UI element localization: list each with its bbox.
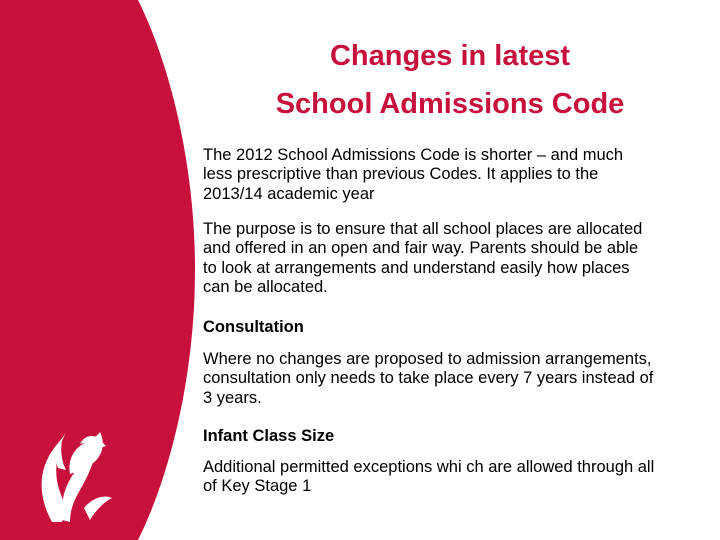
title-line-2: School Admissions Code <box>275 88 625 120</box>
text-line: of Key Stage 1 <box>203 477 312 496</box>
infant-class-size-paragraph <box>203 458 703 497</box>
infant-class-size-heading: Infant Class Size <box>203 427 335 445</box>
text-line: to look at arrangements and understand easily how places <box>203 258 630 277</box>
text-line: Where no changes are proposed to admission arrangements, <box>203 350 652 368</box>
text-line: consultation only needs to take place every 7 years instead of <box>203 369 654 388</box>
consultation-heading: Consultation <box>203 318 304 336</box>
title-line-1: Changes in latest <box>329 40 571 72</box>
purpose-paragraph <box>203 220 703 298</box>
text-line: and offered in an open and fair way. Parents should be able <box>203 239 639 258</box>
text-line: 3 years. <box>203 388 262 407</box>
text-line: The 2012 School Admissions Code is shorter – and much <box>203 146 624 164</box>
text-line: 2013/14 academic year <box>203 184 375 203</box>
intro-paragraph <box>203 146 703 204</box>
text-line: can be allocated. <box>203 278 328 297</box>
text-line: Additional permitted exceptions whi ch are allowed through all <box>203 458 655 476</box>
text-line: less prescriptive than previous Codes. It applies to the <box>203 165 599 184</box>
consultation-paragraph <box>203 350 703 408</box>
side-band-shape <box>0 0 195 540</box>
text-line: The purpose is to ensure that all school places are allocated <box>203 220 643 238</box>
